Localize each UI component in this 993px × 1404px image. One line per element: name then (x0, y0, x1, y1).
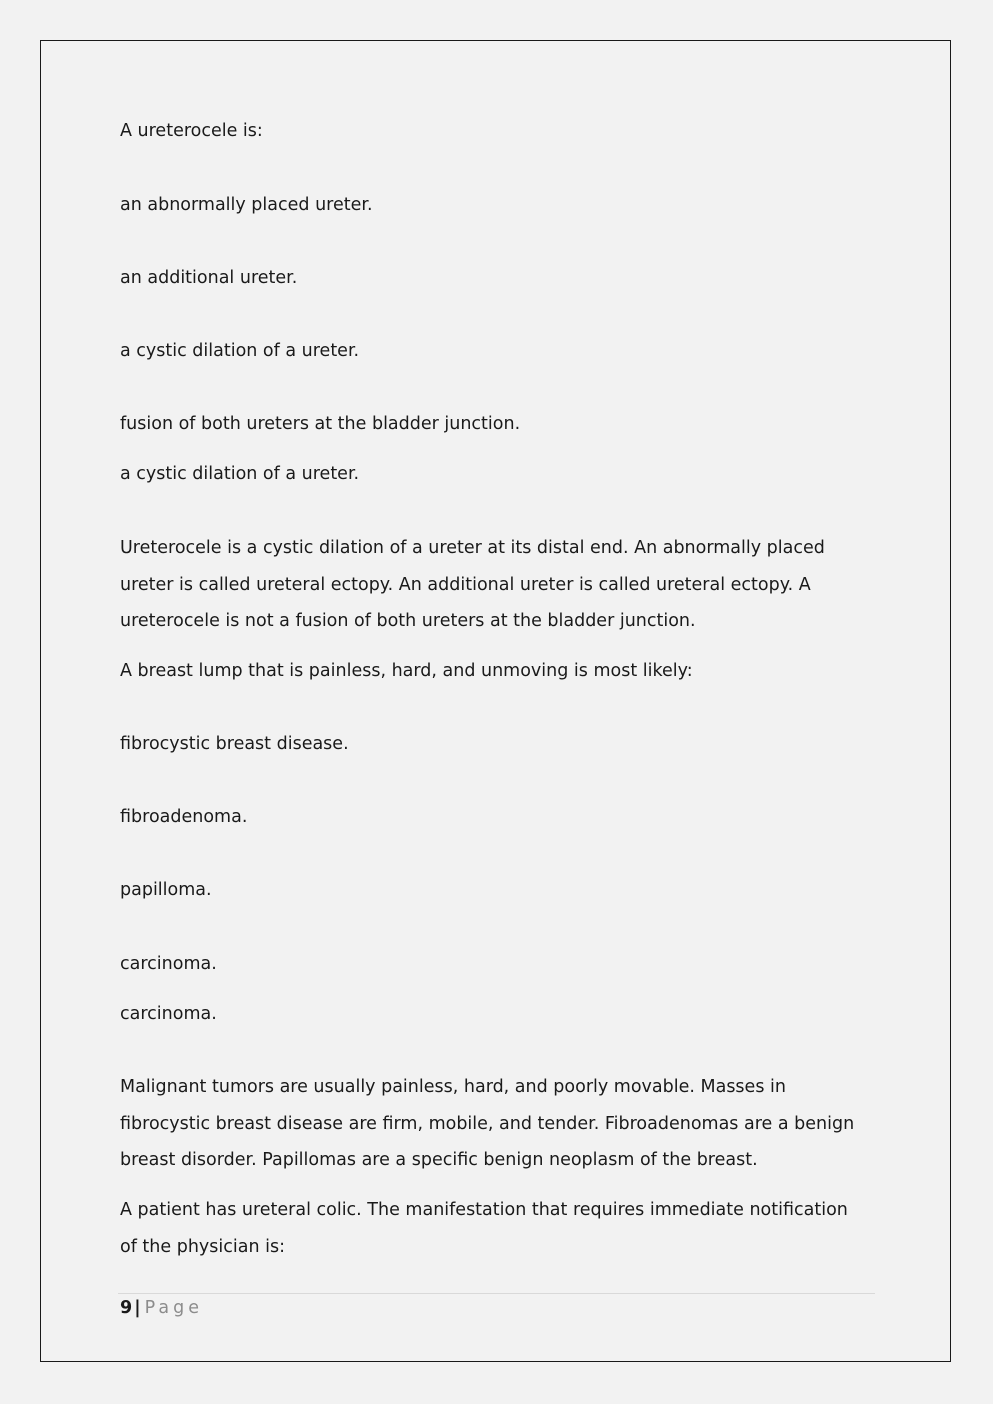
answer-option: a cystic dilation of a ureter. (120, 341, 360, 361)
footer-divider (118, 1293, 875, 1294)
question-stem: A patient has ureteral colic. The manifestation that requires immediate notification of the physician is: (120, 1200, 848, 1257)
question-stem: A breast lump that is painless, hard, and unmoving is most likely: (120, 661, 693, 681)
footer-separator: | (134, 1298, 141, 1318)
answer-option: an additional ureter. (120, 268, 298, 288)
answer-option: fibrocystic breast disease. (120, 734, 349, 754)
page-label: Page (144, 1298, 203, 1318)
correct-answer: carcinoma. (120, 1004, 217, 1024)
rationale-paragraph: Ureterocele is a cystic dilation of a ureter at its distal end. An abnormally placed ureter is called ureteral ectopy. An additional ureter is called ureteral ectopy. A ureterocele is not a fusion of both ureters at the bladder junction. (120, 538, 825, 632)
answer-option: an abnormally placed ureter. (120, 195, 373, 215)
correct-answer: a cystic dilation of a ureter. (120, 464, 360, 484)
question-stem: A ureterocele is: (120, 121, 263, 141)
answer-option: fusion of both ureters at the bladder junction. (120, 414, 521, 434)
page-footer (120, 1296, 203, 1320)
rationale-paragraph: Malignant tumors are usually painless, hard, and poorly movable. Masses in fibrocystic breast disease are firm, mobile, and tender. Fibroadenomas are a benign breast disorder. Papillomas are a specific benign neoplasm of the breast. (120, 1077, 855, 1171)
answer-option: papilloma. (120, 880, 212, 900)
answer-option: fibroadenoma. (120, 807, 248, 827)
answer-option: carcinoma. (120, 954, 217, 974)
page-number: 9 (120, 1298, 133, 1318)
